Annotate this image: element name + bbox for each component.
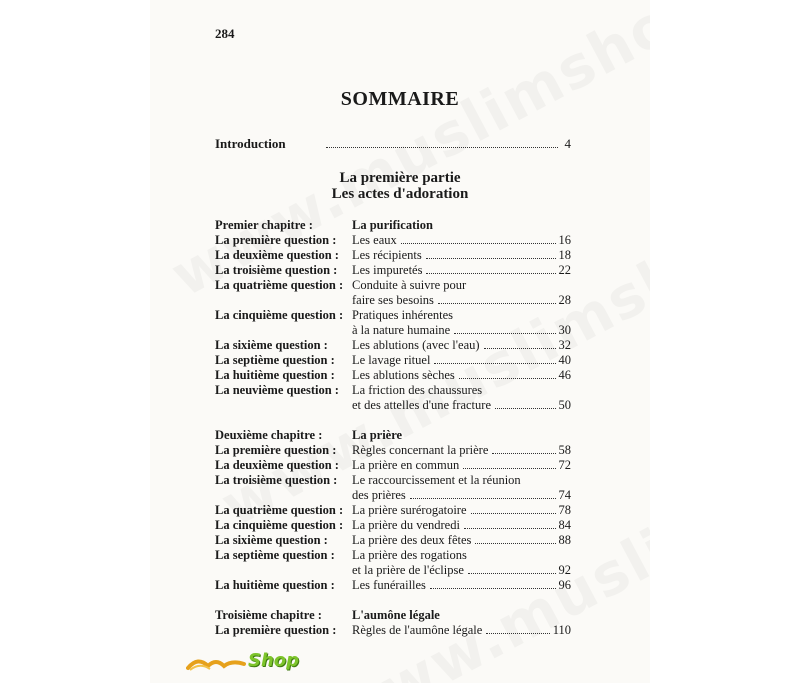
question-label: La sixième question : <box>215 338 328 352</box>
swoosh-icon <box>186 654 246 674</box>
entry-title: faire ses besoins <box>352 293 434 307</box>
entry-title: Le lavage rituel <box>352 353 431 367</box>
entry-title-line <box>352 578 571 593</box>
question-label: La première question : <box>215 443 337 457</box>
entry-title-line <box>352 308 571 323</box>
toc-entry <box>215 293 571 308</box>
toc-entry <box>215 353 571 368</box>
chapter-heading <box>215 608 571 623</box>
entry-title-line <box>352 323 571 338</box>
dot-leader <box>410 489 556 499</box>
chapter-label: Troisième chapitre : <box>215 608 322 622</box>
toc-entry <box>215 443 571 458</box>
dot-leader <box>492 444 555 454</box>
entry-page-number: 78 <box>558 503 571 517</box>
introduction-page: 4 <box>564 136 571 151</box>
entry-title-line <box>352 458 571 473</box>
entry-page-number: 50 <box>558 398 571 412</box>
entry-title-line <box>352 533 571 548</box>
toc-entry <box>215 473 571 488</box>
entry-title: Règles de l'aumône légale <box>352 623 483 637</box>
chapter-title: La prière <box>352 428 403 442</box>
entry-title: Les récipients <box>352 248 422 262</box>
entry-title: La prière surérogatoire <box>352 503 467 517</box>
entry-title-line <box>352 263 571 278</box>
question-label: La septième question : <box>215 548 335 562</box>
entry-title-line <box>352 563 571 578</box>
dot-leader <box>454 324 555 334</box>
entry-title: La prière en commun <box>352 458 460 472</box>
entry-title-line <box>352 518 571 533</box>
dot-leader <box>426 249 556 259</box>
toc-entry <box>215 368 571 383</box>
entry-page-number: 96 <box>558 578 571 592</box>
question-label: La huitième question : <box>215 368 335 382</box>
toc-entry <box>215 578 571 593</box>
entry-title: Règles concernant la prière <box>352 443 489 457</box>
question-label: La première question : <box>215 623 337 637</box>
entry-page-number: 46 <box>558 368 571 382</box>
entry-title-line <box>352 233 571 248</box>
toc-entry <box>215 248 571 263</box>
entry-page-number: 84 <box>558 518 571 532</box>
shop-logo <box>186 648 306 678</box>
toc-entry <box>215 533 571 548</box>
chapter-label: Premier chapitre : <box>215 218 313 232</box>
dot-leader <box>471 504 556 514</box>
question-label: La quatrième question : <box>215 278 344 292</box>
dot-leader <box>484 339 556 349</box>
question-label: La cinquième question : <box>215 518 344 532</box>
dot-leader <box>426 264 555 274</box>
toc-entry <box>215 458 571 473</box>
entry-title-line <box>352 488 571 503</box>
entry-page-number: 30 <box>558 323 571 337</box>
part-heading-line1: La première partie <box>339 170 461 186</box>
dot-leader <box>468 564 556 574</box>
question-label: La cinquième question : <box>215 308 344 322</box>
entry-title: La prière du vendredi <box>352 518 460 532</box>
toc-entry <box>215 623 571 638</box>
entry-page-number: 16 <box>558 233 571 247</box>
dot-leader <box>401 234 556 244</box>
page-number: 284 <box>215 26 235 41</box>
entry-page-number: 74 <box>558 488 571 502</box>
entry-title-line <box>352 278 571 293</box>
question-label: La troisième question : <box>215 473 338 487</box>
entry-page-number: 28 <box>558 293 571 307</box>
dot-leader <box>463 459 555 469</box>
toc-entry <box>215 323 571 338</box>
toc-entry <box>215 278 571 293</box>
entry-title-line <box>352 383 571 398</box>
question-label: La sixième question : <box>215 533 328 547</box>
entry-title: et des attelles d'une fracture <box>352 398 491 412</box>
dot-leader <box>438 294 556 304</box>
chapter-title: L'aumône légale <box>352 608 440 622</box>
toc-entry <box>215 398 571 413</box>
question-label: La troisième question : <box>215 263 338 277</box>
entry-title: Les impuretés <box>352 263 423 277</box>
entry-title: La prière des rogations <box>352 548 467 562</box>
entry-title: Les ablutions sèches <box>352 368 455 382</box>
entry-title: Conduite à suivre pour <box>352 278 467 292</box>
toc-entry <box>215 563 571 578</box>
question-label: La deuxième question : <box>215 458 339 472</box>
entry-title: Les funérailles <box>352 578 426 592</box>
entry-title: des prières <box>352 488 406 502</box>
dot-leader <box>475 534 555 544</box>
toc-entry <box>215 488 571 503</box>
toc-entry <box>215 548 571 563</box>
toc-entry <box>215 503 571 518</box>
entry-title-line <box>352 353 571 368</box>
entry-title: Pratiques inhérentes <box>352 308 454 322</box>
toc-entry <box>215 308 571 323</box>
entry-title: Les eaux <box>352 233 397 247</box>
entry-title-line <box>352 503 571 518</box>
entry-title: La friction des chaussures <box>352 383 483 397</box>
chapter-heading <box>215 428 571 443</box>
question-label: La première question : <box>215 233 337 247</box>
question-label: La septième question : <box>215 353 335 367</box>
dot-leader <box>495 399 556 409</box>
entry-title: La prière des deux fêtes <box>352 533 472 547</box>
entry-title-line <box>352 623 571 638</box>
dot-leader <box>486 624 549 634</box>
entry-title-line <box>352 398 571 413</box>
toc-entry <box>215 338 571 353</box>
toc-entry <box>215 263 571 278</box>
dot-leader <box>430 579 556 589</box>
chapter-title: La purification <box>352 218 433 232</box>
dot-leader <box>459 369 556 379</box>
entry-title-line <box>352 443 571 458</box>
question-label: La deuxième question : <box>215 248 339 262</box>
entry-title-line <box>352 338 571 353</box>
entry-title-line <box>352 248 571 263</box>
toc-entry <box>215 233 571 248</box>
chapter-heading <box>215 218 571 233</box>
dot-leader <box>326 138 558 148</box>
part-heading-line2: Les actes d'adoration <box>331 186 469 202</box>
dot-leader <box>464 519 556 529</box>
entry-title: Les ablutions (avec l'eau) <box>352 338 480 352</box>
entry-title: et la prière de l'éclipse <box>352 563 464 577</box>
entry-title-line <box>352 368 571 383</box>
question-label: La huitième question : <box>215 578 335 592</box>
toc-entry <box>215 518 571 533</box>
entry-page-number: 110 <box>552 623 571 637</box>
entry-title-line <box>352 293 571 308</box>
logo-text: Shop <box>248 650 300 671</box>
entry-page-number: 32 <box>558 338 571 352</box>
entry-title-line <box>352 548 571 563</box>
chapter-label: Deuxième chapitre : <box>215 428 323 442</box>
entry-page-number: 88 <box>558 533 571 547</box>
question-label: La quatrième question : <box>215 503 344 517</box>
dot-leader <box>434 354 555 364</box>
introduction-label: Introduction <box>215 136 286 151</box>
entry-page-number: 22 <box>558 263 571 277</box>
entry-page-number: 58 <box>558 443 571 457</box>
entry-title: à la nature humaine <box>352 323 451 337</box>
toc-entry <box>215 383 571 398</box>
entry-page-number: 18 <box>558 248 571 262</box>
entry-title: Le raccourcissement et la réunion <box>352 473 521 487</box>
entry-page-number: 40 <box>558 353 571 367</box>
entry-page-number: 72 <box>558 458 571 472</box>
page-title: SOMMAIRE <box>340 88 460 110</box>
toc-introduction <box>215 136 571 152</box>
entry-title-line <box>352 473 571 488</box>
entry-page-number: 92 <box>558 563 571 577</box>
question-label: La neuvième question : <box>215 383 339 397</box>
